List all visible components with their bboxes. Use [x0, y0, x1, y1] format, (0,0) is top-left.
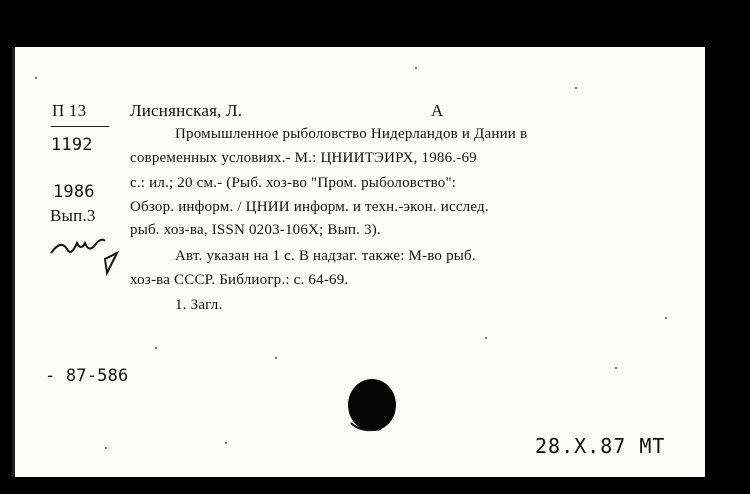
speck: [275, 357, 277, 359]
body-line-7: хоз-ва СССР. Библиогр.: с. 64-69.: [130, 272, 349, 288]
speck: [665, 317, 667, 319]
handwritten-mark-icon: [45, 235, 135, 283]
body-line-6: Авт. указан на 1 с. В надзаг. также: М-во рыб.: [175, 248, 476, 264]
speck: [575, 87, 577, 89]
catalog-card: [12, 47, 705, 477]
ink-blot-icon: [343, 375, 403, 435]
date-stamp: 28.X.87 МТ: [535, 434, 666, 458]
author-name: Лиснянская, Л.: [130, 101, 243, 120]
call-number-year: 1986: [53, 182, 95, 202]
category-letter: А: [431, 101, 444, 120]
body-line-2: современных условиях.- М.: ЦНИИТЭИРХ, 1986.-69: [130, 150, 477, 166]
body-line-8: 1. Загл.: [175, 297, 223, 313]
speck: [35, 77, 37, 79]
body-line-1: Промышленное рыболовство Нидерландов и Дании в: [175, 126, 528, 142]
speck: [415, 67, 417, 69]
call-number-divider: [51, 126, 109, 127]
speck: [225, 442, 227, 444]
speck: [485, 337, 487, 339]
body-line-4: Обзор. информ. / ЦНИИ информ. и техн.-экон. исслед.: [130, 199, 489, 215]
speck: [105, 447, 107, 449]
body-line-5: рыб. хоз-ва, ISSN 0203-106X; Вып. 3).: [130, 222, 381, 238]
call-number-line2: 1192: [51, 135, 93, 155]
speck: [615, 367, 617, 369]
call-number-line1: П 13: [52, 101, 87, 120]
accession-number: - 87-586: [45, 366, 129, 386]
speck: [155, 347, 157, 349]
body-line-3: с.: ил.; 20 см.- (Рыб. хоз-во "Пром. рыболовство":: [130, 175, 457, 191]
call-number-issue: Вып.3: [50, 206, 96, 225]
